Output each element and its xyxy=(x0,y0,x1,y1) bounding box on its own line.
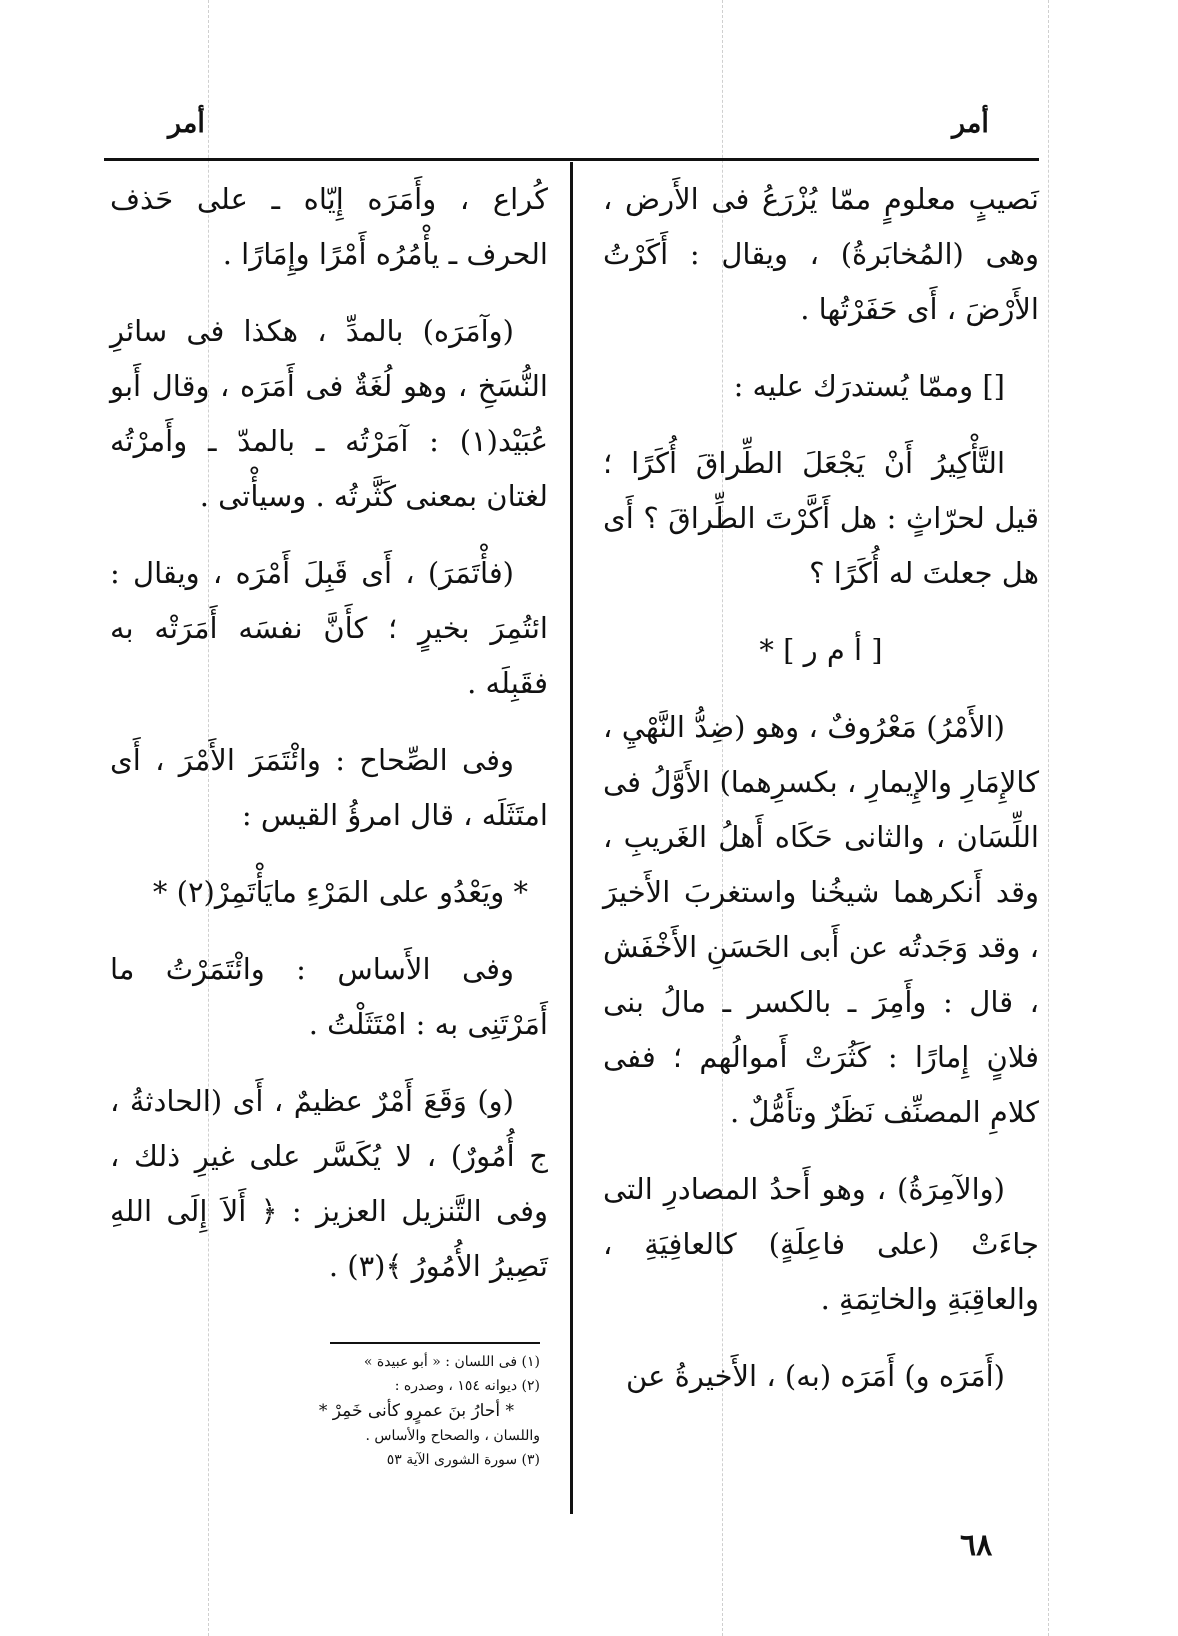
running-header-right: أمر xyxy=(952,108,989,139)
right-column xyxy=(603,172,1039,1426)
paragraph: نَصيبٍ معلومٍ ممّا يُزْرَعُ فى الأَرض ، وهى (المُخابَرةُ) ، ويقال : أَكَرْتُ الأَرْضَ ، أَى حَفَرْتُها . xyxy=(603,182,1039,326)
paragraph: وفى الصِّحاح : وائْتَمَرَ الأَمْرَ ، أَى امتَثَلَه ، قال امرؤُ القيس : xyxy=(110,743,548,832)
paragraph: (فأْتَمَرَ) ، أَى قَبِلَ أَمْرَه ، ويقال : ائتُمِرَ بخيرٍ ؛ كأَنَّ نفسَه أَمَرَتْه به فقَبِلَه . xyxy=(110,556,548,700)
paragraph: التَّأْكِيرُ أَنْ يَجْعَلَ الطِّراقَ أُكَرًا ؛ قيل لحرّاثٍ : هل أَكَّرْتَ الطِّراقَ ؟ أَى هل جعلتَ له أُكَرًا ؟ xyxy=(603,446,1039,590)
running-header-left: أمر xyxy=(168,108,205,139)
page-number: ٦٨ xyxy=(960,1528,993,1563)
footnote-verse: * أحارُ بنَ عمرٍو كأنى خَمِرْ * xyxy=(318,1401,514,1421)
paragraph: كُراع ، وأَمَرَه إِيّاه ـ على حَذف الحرف ـ يأْمُرُه أَمْرًا وإِمَارًا . xyxy=(110,182,548,271)
left-column xyxy=(110,172,548,1316)
header-rule xyxy=(104,158,1039,161)
paragraph: [] وممّا يُستدرَك عليه : xyxy=(733,369,1005,403)
footnote: (٢) ديوانه ١٥٤ ، وصدره : xyxy=(394,1378,540,1394)
poetry-verse: * ويَعْدُو على المَرْءِ مايَأْتَمِرْ(٢) * xyxy=(152,875,528,909)
footnote: (٣) سورة الشورى الآية ٥٣ xyxy=(386,1452,540,1468)
footnotes xyxy=(290,1350,540,1472)
column-divider xyxy=(570,162,573,1514)
footnote: (١) فى اللسان : « أبو عبيدة » xyxy=(363,1354,540,1370)
paragraph: (وآمَرَه) بالمدِّ ، هكذا فى سائرِ النُّسَخِ ، وهو لُغَةٌ فى أَمَرَه ، وقال أَبو عُبَيْد(١) : آمَرْتُه ـ بالمدّ ـ وأَمرْتُه لغتان بمعنى كَثَّرتُه . وسيأْتى . xyxy=(110,314,548,513)
entry-heading: [ أ م ر ] * xyxy=(759,633,883,667)
paragraph: (أَمَرَه و) أَمَرَه (به) ، الأَخيرةُ عن xyxy=(626,1359,1005,1393)
paragraph: (الأَمْرُ) مَعْرُوفٌ ، وهو (ضِدُّ النَّهْيِ ، كالإِمَارِ والإِيمارِ ، بكسرِهما) الأَوَّلُ فى اللِّسَان ، والثانى حَكَاه أَهلُ الغَريبِ ، وقد أَنكرهما شيخُنا واستغربَ الأَخيرَ ، وقد وَجَدتُه عن أَبى الحَسَنِ الأَخْفَش ، قال : وأَمِرَ ـ بالكسر ـ مالُ بنى فلانٍ إِمارًا : كَثُرَتْ أَموالُهم ؛ ففى كلامِ المصنِّف نَظَرٌ وتأَمُّلٌ . xyxy=(603,710,1039,1129)
footnote: واللسان ، والصحاح والأساس . xyxy=(365,1428,540,1444)
paragraph: (والآمِرَةُ) ، وهو أَحدُ المصادرِ التى جاءَتْ (على فاعِلَةٍ) كالعافِيَةِ ، والعاقِبَةِ والخاتِمَةِ . xyxy=(603,1172,1039,1316)
footnote-rule xyxy=(330,1342,540,1344)
paragraph: (و) وَقَعَ أَمْرٌ عظيمٌ ، أَى (الحادثةُ ، ج أُمُورٌ) ، لا يُكَسَّر على غيرِ ذلك ، وفى التَّنزيل العزيز : ﴿ أَلاَ إِلَى اللهِ تَصِيرُ الأُمُورُ ﴾(٣) . xyxy=(110,1084,548,1283)
paragraph: وفى الأَساس : وائْتَمَرْتُ ما أَمَرْتَنِى به : امْتَثَلْتُ . xyxy=(110,952,548,1041)
scan-guide-line xyxy=(1048,0,1049,1636)
